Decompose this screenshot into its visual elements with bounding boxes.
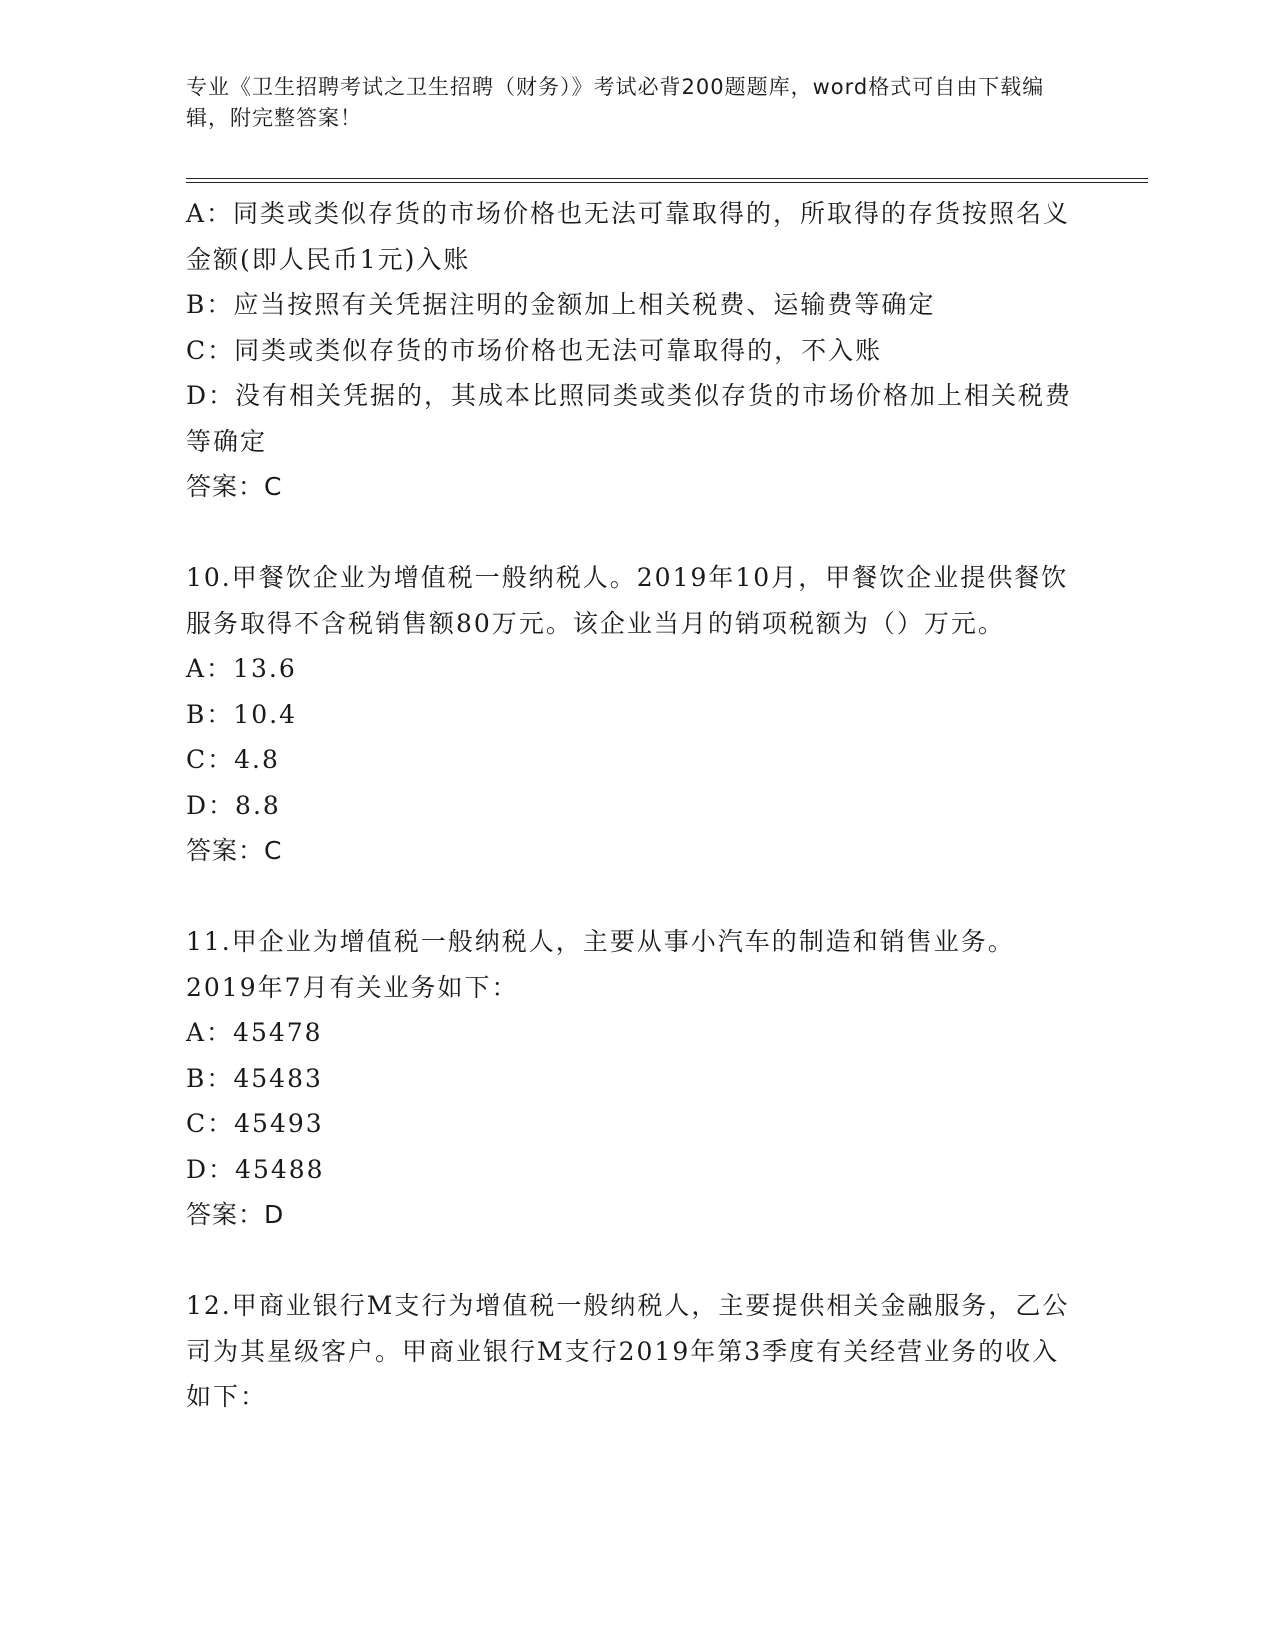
page-header: 专业《卫生招聘考试之卫生招聘（财务）》考试必背200题题库，word格式可自由下载编辑，附完整答案！ — [186, 75, 1045, 130]
option-b: B：应当按照有关凭据注明的金额加上相关税费、运输费等确定 — [186, 290, 936, 319]
answer-line: 答案：C — [186, 836, 283, 865]
option-b: B：45483 — [186, 1063, 323, 1093]
document-body — [186, 191, 1086, 1420]
answer-line: 答案：C — [186, 472, 283, 501]
question-block-10 — [186, 555, 1086, 874]
question-block-12 — [186, 1283, 1086, 1420]
header-rule-top — [186, 178, 1148, 179]
option-a: A：45478 — [186, 1018, 323, 1047]
spacer — [186, 510, 1086, 556]
question-block-9 — [186, 191, 1086, 510]
question-stem: 12.甲商业银行M支行为增值税一般纳税人，主要提供相关金融服务，乙公司为其星级客户。甲商业银行M支行2019年第3季度有关经营业务的收入如下： — [186, 1291, 1070, 1411]
question-stem: 10.甲餐饮企业为增值税一般纳税人。2019年10月，甲餐饮企业提供餐饮服务取得不含税销售额80万元。该企业当月的销项税额为（）万元。 — [186, 563, 1069, 638]
spacer — [186, 1238, 1086, 1284]
header-rule-bottom — [186, 182, 1148, 183]
option-d: D：8.8 — [186, 790, 281, 820]
option-d: D：没有相关凭据的，其成本比照同类或类似存货的市场价格加上相关税费等确定 — [186, 381, 1073, 456]
option-c: C：4.8 — [186, 745, 280, 774]
option-d: D：45488 — [186, 1154, 325, 1184]
option-c: C：同类或类似存货的市场价格也无法可靠取得的，不入账 — [186, 335, 883, 365]
spacer — [186, 874, 1086, 920]
question-block-11 — [186, 919, 1086, 1238]
option-a: A：13.6 — [186, 654, 297, 683]
option-c: C：45493 — [186, 1109, 324, 1138]
answer-line: 答案：D — [186, 1200, 285, 1229]
question-stem: 11.甲企业为增值税一般纳税人，主要从事小汽车的制造和销售业务。2019年7月有关业务如下： — [186, 927, 1015, 1002]
option-b: B：10.4 — [186, 699, 298, 729]
option-a: A：同类或类似存货的市场价格也无法可靠取得的，所取得的存货按照名义金额(即人民币1元)入账 — [186, 199, 1071, 274]
